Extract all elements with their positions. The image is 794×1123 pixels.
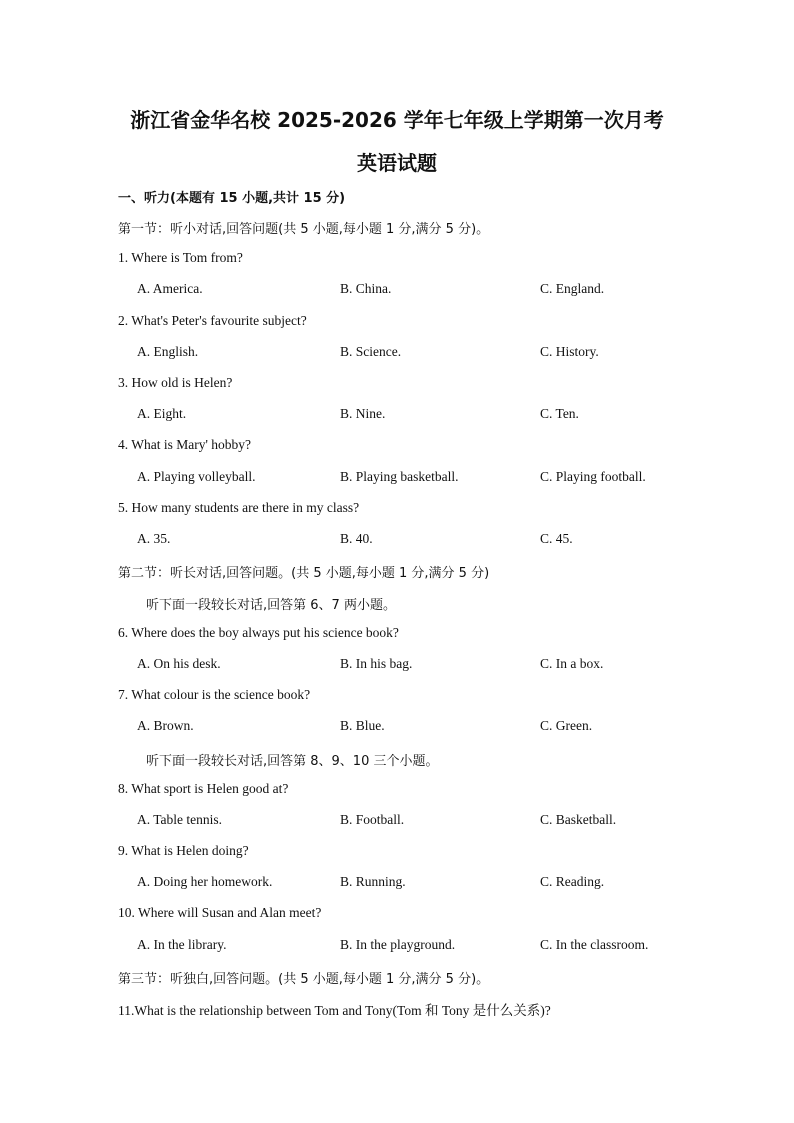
q5-option-a: A. 35.: [137, 531, 171, 546]
q4-option-a: A. Playing volleyball.: [137, 469, 256, 484]
q7-option-b: B. Blue.: [340, 718, 385, 733]
section-heading-2: 第二节：听长对话,回答问题。(共 5 小题,每小题 1 分,满分 5 分): [118, 566, 490, 581]
question-8: 8. What sport is Helen good at?: [118, 781, 289, 796]
q3-option-c: C. Ten.: [540, 406, 579, 421]
question-11: 11.What is the relationship between Tom and Tony(Tom 和 Tony 是什么关系)?: [118, 1003, 551, 1018]
q2-option-b: B. Science.: [340, 344, 402, 359]
q6-option-a: A. On his desk.: [137, 656, 221, 671]
q3-option-a: A. Eight.: [137, 406, 187, 421]
q4-option-b: B. Playing basketball.: [340, 469, 459, 484]
question-6: 6. Where does the boy always put his science book?: [118, 625, 399, 640]
q1-option-b: B. China.: [340, 281, 392, 296]
section-heading-1: 第一节：听小对话,回答问题(共 5 小题,每小题 1 分,满分 5 分)。: [118, 222, 490, 237]
q3-option-b: B. Nine.: [340, 406, 386, 421]
question-2: 2. What's Peter's favourite subject?: [118, 313, 307, 328]
exam-subtitle: 英语试题: [357, 151, 437, 175]
q10-option-a: A. In the library.: [137, 937, 227, 952]
question-5: 5. How many students are there in my class?: [118, 500, 360, 515]
q6-option-c: C. In a box.: [540, 656, 604, 671]
question-1: 1. Where is Tom from?: [118, 250, 243, 265]
q8-option-b: B. Football.: [340, 812, 405, 827]
question-4: 4. What is Mary' hobby?: [118, 437, 252, 452]
q5-option-c: C. 45.: [540, 531, 573, 546]
exam-title: 浙江省金华名校 2025-2026 学年七年级上学期第一次月考: [130, 108, 664, 132]
q8-option-c: C. Basketball.: [540, 812, 617, 827]
q1-option-c: C. England.: [540, 281, 605, 296]
q9-option-a: A. Doing her homework.: [137, 874, 273, 889]
question-7: 7. What colour is the science book?: [118, 687, 311, 702]
q7-option-a: A. Brown.: [137, 718, 194, 733]
section-2-note-b: 听下面一段较长对话,回答第 8、9、10 三个小题。: [146, 754, 439, 769]
q7-option-c: C. Green.: [540, 718, 593, 733]
q1-option-a: A. America.: [137, 281, 203, 296]
q9-option-b: B. Running.: [340, 874, 406, 889]
q4-option-c: C. Playing football.: [540, 469, 646, 484]
question-3: 3. How old is Helen?: [118, 375, 233, 390]
question-10: 10. Where will Susan and Alan meet?: [118, 905, 322, 920]
q8-option-a: A. Table tennis.: [137, 812, 223, 827]
q5-option-b: B. 40.: [340, 531, 373, 546]
q10-option-b: B. In the playground.: [340, 937, 456, 952]
q2-option-c: C. History.: [540, 344, 599, 359]
q10-option-c: C. In the classroom.: [540, 937, 649, 952]
q6-option-b: B. In his bag.: [340, 656, 413, 671]
question-9: 9. What is Helen doing?: [118, 843, 249, 858]
section-2-note-a: 听下面一段较长对话,回答第 6、7 两小题。: [146, 598, 396, 613]
part-heading-listening: 一、听力(本题有 15 小题,共计 15 分): [118, 191, 346, 206]
section-heading-3: 第三节：听独白,回答问题。(共 5 小题,每小题 1 分,满分 5 分)。: [118, 972, 490, 987]
q9-option-c: C. Reading.: [540, 874, 605, 889]
q2-option-a: A. English.: [137, 344, 199, 359]
